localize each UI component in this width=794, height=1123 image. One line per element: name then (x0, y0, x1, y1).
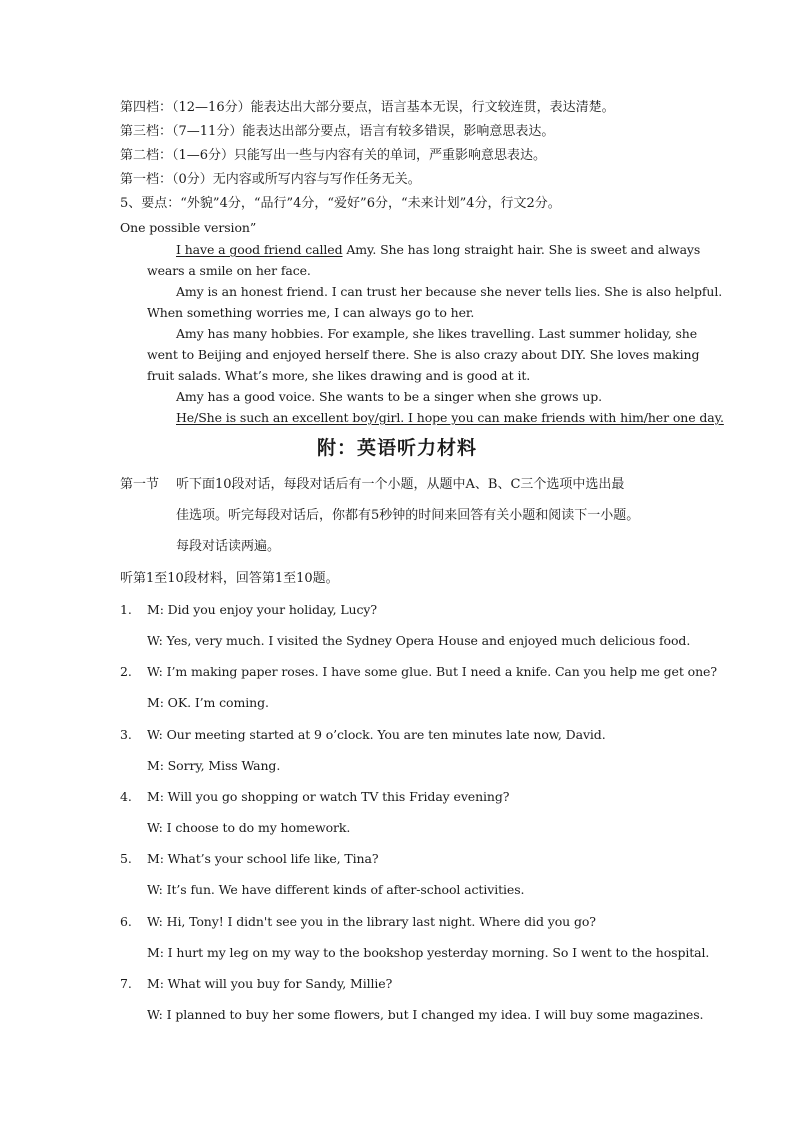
essay-underlined-opening: I have a good friend called (176, 242, 343, 257)
grading-level-1: 第一档：（0分）无内容或所写内容与写作任务无关。 (120, 172, 421, 187)
essay-line: fruit salads. What’s more, she likes drawing and is good at it. (147, 368, 531, 383)
dialogue-line: W: Hi, Tony! I didn't see you in the library last night. Where did you go? (147, 914, 596, 929)
dialogue-line: M: What will you buy for Sandy, Millie? (147, 976, 393, 991)
essay-line: When something worries me, I can always go to her. (147, 305, 475, 320)
essay-underlined-closing: He/She is such an excellent boy/girl. I hope you can make friends with him/her one day. (176, 410, 724, 425)
dialogue-line: M: Will you go shopping or watch TV this Friday evening? (147, 789, 510, 804)
dialogue-line: M: Did you enjoy your holiday, Lucy? (147, 602, 377, 617)
dialogue-number: 3. (120, 727, 132, 742)
dialogue-line: M: OK. I’m coming. (147, 695, 269, 710)
key-points: 5、要点：“外貌”4分，“品行”4分，“爱好”6分，“未来计划”4分，行文2分。 (120, 196, 561, 211)
essay-line: Amy is an honest friend. I can trust her because she never tells lies. She is also helpful. (176, 284, 723, 299)
section-instruction-line: 听下面10段对话，每段对话后有一个小题，从题中A、B、C三个选项中选出最 (176, 477, 625, 492)
dialogue-line: M: Sorry, Miss Wang. (147, 758, 281, 773)
dialogue-number: 7. (120, 976, 132, 991)
essay-title: One possible version” (120, 220, 257, 235)
essay-line: Amy has many hobbies. For example, she likes travelling. Last summer holiday, she (176, 326, 698, 341)
dialogue-line: W: Yes, very much. I visited the Sydney Opera House and enjoyed much delicious food. (147, 633, 691, 648)
dialogue-number: 5. (120, 851, 132, 866)
dialogue-line: M: What’s your school life like, Tina? (147, 851, 379, 866)
dialogue-line: W: I choose to do my homework. (147, 820, 351, 835)
dialogue-line: M: I hurt my leg on my way to the bookshop yesterday morning. So I went to the hospital. (147, 945, 710, 960)
dialogue-number: 6. (120, 914, 132, 929)
dialogue-number: 2. (120, 664, 132, 679)
section-instruction-line: 佳选项。听完每段对话后，你都有5秒钟的时间来回答有关小题和阅读下一小题。 (176, 508, 640, 523)
dialogue-line: W: It’s fun. We have different kinds of after-school activities. (147, 882, 525, 897)
dialogue-number: 4. (120, 789, 132, 804)
section-instruction-line: 每段对话读两遍。 (176, 539, 281, 554)
dialogue-number: 1. (120, 602, 132, 617)
essay-line: Amy has a good voice. She wants to be a singer when she grows up. (176, 389, 603, 404)
essay-line: went to Beijing and enjoyed herself there. She is also crazy about DIY. She loves making (147, 347, 700, 362)
dialogue-line: W: Our meeting started at 9 o’clock. You are ten minutes late now, David. (147, 727, 606, 742)
dialogue-line: W: I’m making paper roses. I have some glue. But I need a knife. Can you help me get one? (147, 664, 717, 679)
grading-level-4: 第四档：（12—16分）能表达出大部分要点，语言基本无误，行文较连贯，表达清楚。 (120, 100, 615, 115)
dialogue-line: W: I planned to buy her some flowers, but I changed my idea. I will buy some magazines. (147, 1007, 704, 1022)
grading-level-3: 第三档：（7—11分）能表达出部分要点，语言有较多错误，影响意思表达。 (120, 124, 555, 139)
listening-instruction: 听第1至10段材料，回答第1至10题。 (120, 571, 339, 586)
grading-level-2: 第二档：（1—6分）只能写出一些与内容有关的单词，严重影响意思表达。 (120, 148, 547, 163)
essay-line: wears a smile on her face. (147, 263, 311, 278)
essay-text: Amy. She has long straight hair. She is sweet and always (342, 242, 701, 257)
section-label: 第一节 (120, 477, 160, 492)
appendix-title: 附：英语听力材料 (316, 437, 477, 459)
essay-line (176, 241, 700, 259)
